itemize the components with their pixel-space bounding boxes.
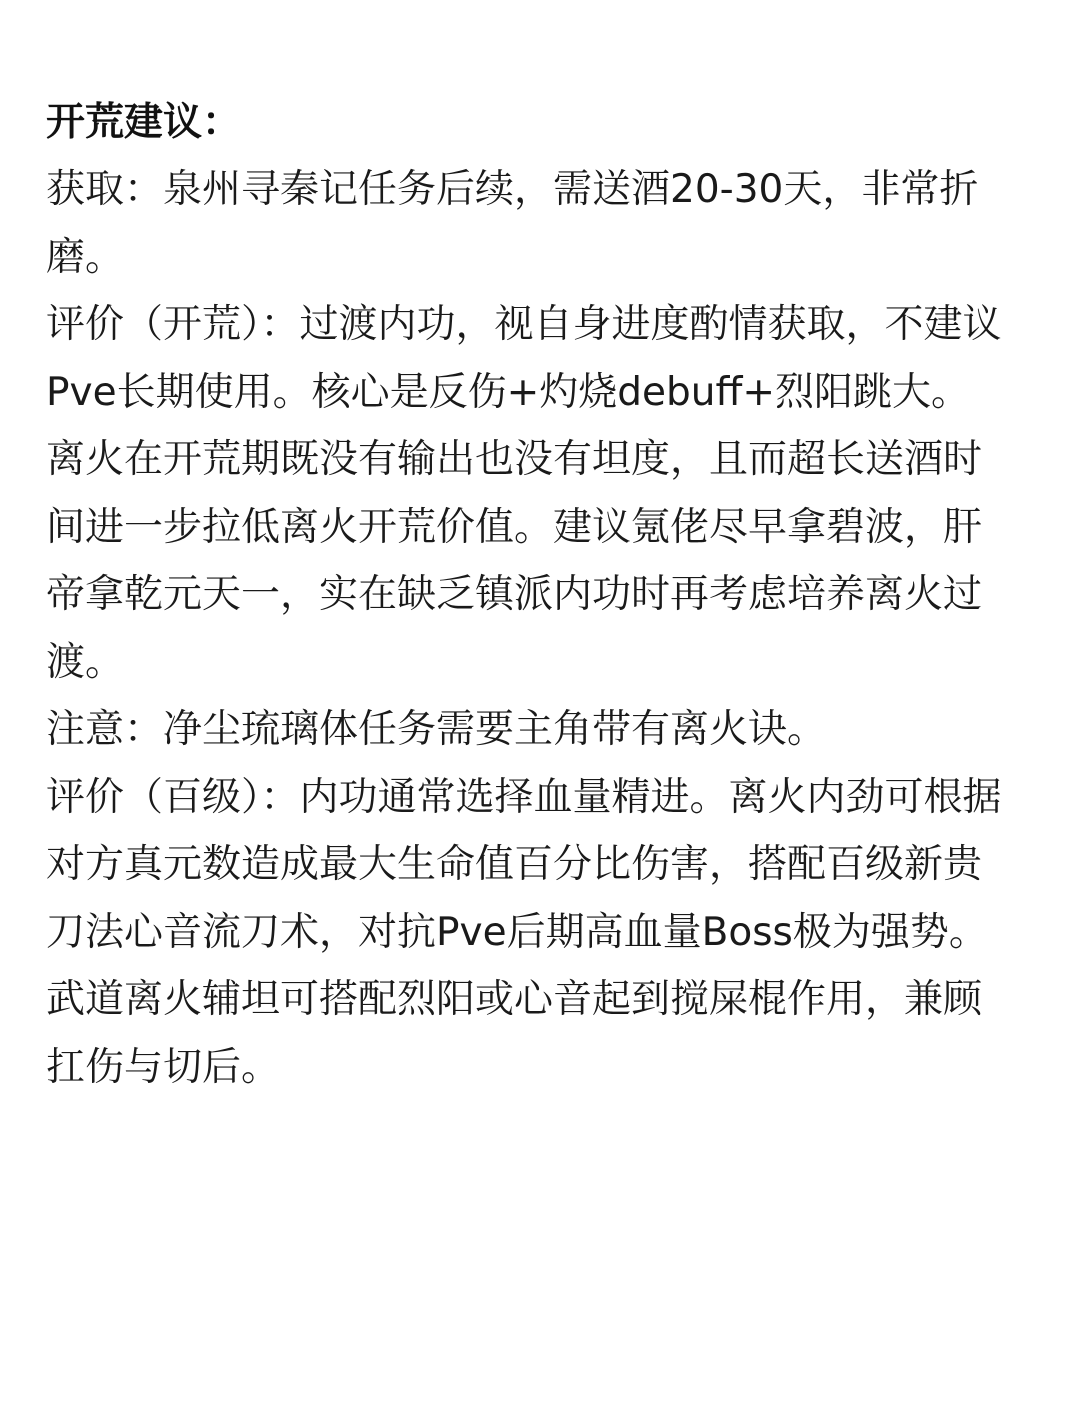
article-body [46, 90, 1014, 1101]
paragraph-early-analysis: 离火在开荒期既没有输出也没有坦度，且而超长送酒时间进一步拉低离火开荒价值。建议氪佬尽早拿碧波，肝帝拿乾元天一，实在缺乏镇派内功时再考虑培养离火过渡。 [46, 437, 983, 685]
paragraph-tank-support: 武道离火辅坦可搭配烈阳或心音起到搅屎棍作用，兼顾扛伤与切后。 [46, 977, 983, 1090]
article-title: 开荒建议： [46, 100, 242, 145]
paragraph-rating-level100: 评价（百级）：内功通常选择血量精进。离火内劲可根据对方真元数造成最大生命值百分比伤害，搭配百级新贵刀法心音流刀术，对抗Pve后期高血量Boss极为强势。 [46, 774, 1002, 955]
paragraph-rating-early: 评价（开荒）：过渡内功，视自身进度酌情获取，不建议Pve长期使用。核心是反伤+灼烧debuff+烈阳跳大。 [46, 302, 1002, 415]
paragraph-note: 注意：净尘琉璃体任务需要主角带有离火诀。 [46, 707, 827, 752]
paragraph-acquisition: 获取：泉州寻秦记任务后续，需送酒20-30天，非常折磨。 [46, 167, 979, 280]
